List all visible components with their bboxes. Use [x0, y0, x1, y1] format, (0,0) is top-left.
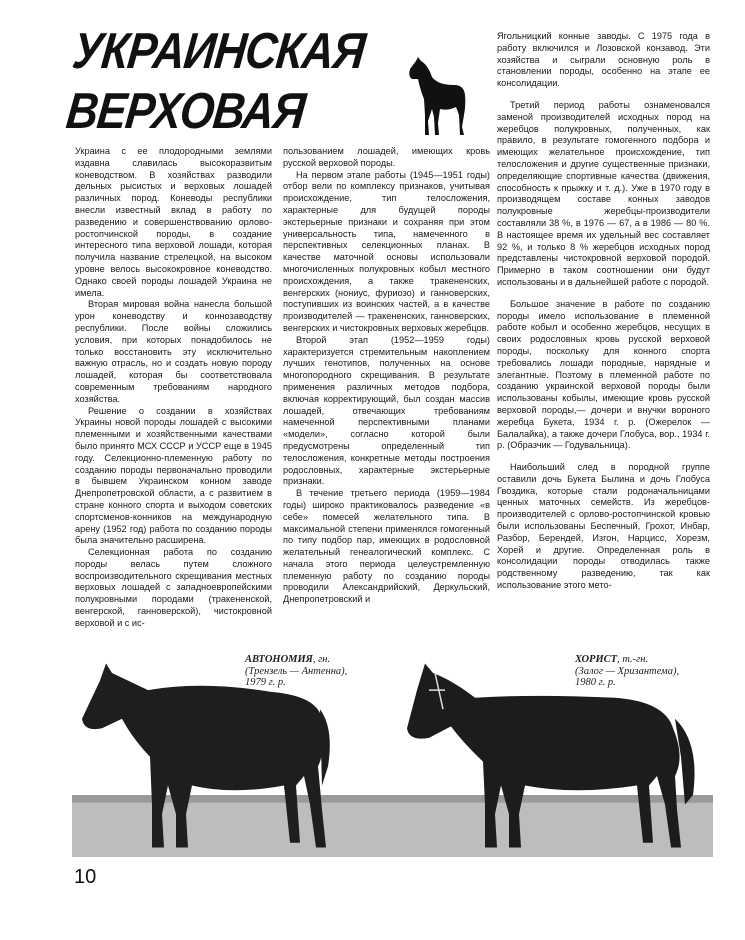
paragraph: Селекционная работа по созданию породы велась путем сложного воспроизводительного скрещивания местных верховых лошадей с западноевропейскими полукровными породами (тракененской, венгерской, ганноверской), чистокровной верховой и с ис- [75, 547, 272, 628]
paragraph: Второй этап (1952—1959 годы) характеризуется стремительным накоплением лучших генотипов, полученных на основе многопородного скрещивания. В результате применения различных методов подбора, включая корректирующий, был создан массив лошадей, отвечающих требованиям намеченной перспективными планами «модели», согласно которой были предусмотрены определенный тип телосложения, конкретные методы построения родословных, характерные экстерьерные признаки. [283, 334, 490, 487]
page-number: 10 [74, 866, 97, 888]
title-line-2: ВЕРХОВАЯ [63, 82, 308, 140]
article-column-1 [75, 146, 272, 630]
paragraph: Вторая мировая война нанесла большой урон коневодству и коннозаводству республики. После войны сложились условия, при которых понадобилось не только восстановить эту исключительно важную отрасль, но и создать новую породу лошадей, которая бы соответствовала современным требованиям народного хозяйства. [75, 299, 272, 404]
photo-caption-1 [245, 654, 347, 689]
paragraph: Решение о создании в хозяйствах Украины новой породы лошадей с высокими племенными и хозяйственными качествами было принято МСХ СССР и УССР еще в 1945 году. Селекционно-племенную работу по созданию породы первоначально проводили в бывшем Украинском конном заводе Днепропетровской области, а с развитием в стране конного спорта и выходом советских спортсменов-конников на международную арену (1952 год) работа по созданию породы была значительно расширена. [75, 405, 272, 546]
horse-pedigree: (Трензель — Антенна), [245, 665, 348, 677]
article-title [63, 22, 406, 142]
paragraph: Третий период работы ознаменовался заменой производителей исходных пород на жеребцов полукровных, полученных, как правило, в результате гомогенного подбора и имеющих желательное происхождение, тип телосложения и другие существенные признаки, определяющие спортивные качества (движения, способность к прыжку и т. д.). Уже в 1970 году в производящем составе конных заводов полукровные жеребцы-производители составляли 38 %, в 1976 — 67, а в 1986 — 80 %. В настоящее время их удельный вес составляет 92 %, и только 8 % жеребцов исходных пород представлены чистокровной верховой породой. Примерно в таком соотношении они будут использованы и в дальнейшей работе с породой. [497, 99, 710, 287]
title-line-1: УКРАИНСКАЯ [69, 23, 368, 80]
horse-silhouette-icon [404, 55, 468, 137]
horse-pedigree: (Залог — Хризантема), [575, 665, 680, 677]
horse-name: ХОРИСТ [575, 654, 618, 665]
article-column-2 [283, 146, 490, 606]
paragraph: Украина с ее плодородными землями издавна славилась высокоразвитым коневодством. В хозяйствах разводили дельных рысистых и верховых лошадей различных пород. Коневоды республики внесли известный вклад в работу по разведению и совершенствованию орлово-ростопчинской породы, в создание интересного типа верховой лошади, которая получила название стрелецкой, на высоком уровне велось высококровное коневодство. Однако своей породы лошадей Украина не имела. [75, 146, 272, 298]
paragraph: В течение третьего периода (1959—1984 годы) широко практиковалось разведение «в себе» помесей желательного типа. В максимальной степени применялся гомогенный по типу подбор пар, имеющих в родословной желательный генеалогический комплекс. С начала этого периода целеустремленную племенную работу по созданию породы проводили Александрийский, Деркульский, Днепропетровский и [283, 488, 490, 605]
photo-caption-2 [575, 654, 679, 689]
horse-birth-year: 1980 г. р. [575, 677, 616, 688]
horse-suit: , т.-гн. [617, 654, 649, 665]
paragraph: Наибольший след в породной группе оставили дочь Букета Былина и дочь Глобуса Гвоздика, которые стали родоначальницами ценных маточных семейств. Из жеребцов-производителей с орлово-ростопчинской кровью были использованы Беспечный, Грохот, Инбар, Разбор, Берендей, Изгон, Нарцисс, Хорезм, Хорей и другие. Определенная роль в консолидации породы отводилась также родственному разведению, так как использование этого мето- [497, 462, 710, 591]
paragraph: На первом этапе работы (1945—1951 годы) отбор вели по комплексу признаков, учитывая происхождение, тип телосложения, характерные для будущей породы экстерьерные признаки и сохраняя при этом универсальность типа, намеченного в перспективных селекционных планах. В качестве маточной основы использовали многочисленных полукровных кобыл местного происхождения, а также тракененских, венгерских (нониус, фуриозо) и ганноверских, поступивших из воинских частей, а в качестве производителей — тракененских, ганноверских, венгерских и чистокровных верховых жеребцов. [283, 169, 490, 333]
horse-name: АВТОНОМИЯ [245, 654, 313, 665]
horse-suit: , гн. [312, 654, 331, 665]
article-column-3 [497, 31, 710, 592]
horse-birth-year: 1979 г. р. [245, 677, 286, 688]
paragraph: Большое значение в работе по созданию породы имело использование в племенной работе кобыл и особенно жеребцов, несущих в своих родословных кровь русской верховой породы, поскольку для конного спорта требовались лошади породные, нарядные и элегантные. Поэтому в племенной работе по созданию украинской верховой породы были использованы кобылы, имеющие кровь русской верховой породы,— дочери и внучки вороного жеребца Букета, 1934 г. р. (Ожерелок — Балалайка), а также дочери Глобуса, вор., 1934 г. р. (Образчик — Годувальница). [497, 298, 710, 451]
paragraph: Ягольницкий конные заводы. С 1975 года в работу включился и Лозовской конзавод. Эти хозяйства и сыграли основную роль в становлении породы, особенно на этапе ее консолидации. [497, 31, 710, 89]
paragraph: пользованием лошадей, имеющих кровь русской верховой породы. [283, 146, 490, 168]
horse-photo-avtonomiya [72, 652, 397, 857]
